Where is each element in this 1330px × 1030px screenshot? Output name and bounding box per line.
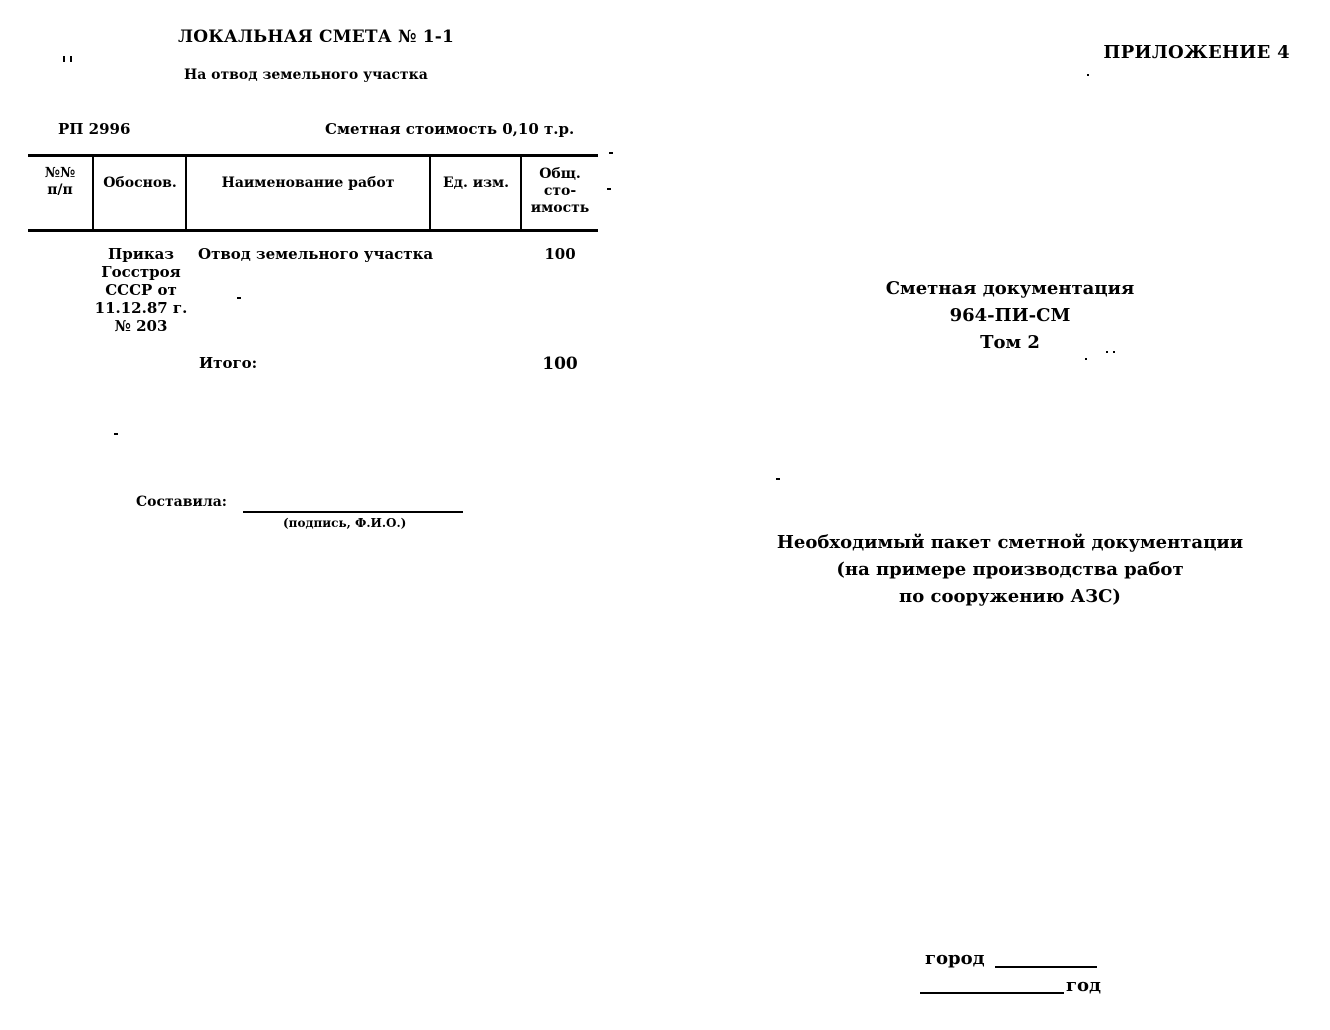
header-num-line-2: п/п — [47, 182, 73, 198]
scan-speck — [114, 433, 118, 435]
column-divider — [185, 157, 187, 229]
scan-speck — [1106, 351, 1108, 353]
signature-line — [243, 511, 463, 513]
scan-speck — [607, 188, 611, 190]
justification-line: Госстроя — [101, 263, 181, 281]
scan-speck — [70, 56, 72, 62]
estimate-title: ЛОКАЛЬНАЯ СМЕТА № 1-1 — [178, 27, 455, 47]
row-amount: 100 — [544, 245, 576, 263]
header-total-line-1: Общ. — [539, 166, 581, 182]
header-work-name: Наименование работ — [221, 175, 395, 191]
header-total-line-2: сто- — [543, 183, 577, 199]
justification-line: СССР от — [105, 281, 177, 299]
scan-speck — [776, 478, 780, 480]
estimate-subtitle: На отвод земельного участка — [184, 67, 428, 83]
header-num-line-1: №№ — [44, 165, 76, 181]
package-line: по сооружению АЗС) — [899, 586, 1121, 607]
package-line: Необходимый пакет сметной документации — [776, 532, 1244, 553]
year-field-line — [920, 992, 1064, 994]
justification-line: Приказ — [108, 245, 174, 263]
scan-speck — [237, 297, 241, 299]
package-block — [760, 529, 1260, 610]
compiled-by-label: Составила: — [136, 494, 227, 510]
signature-hint: (подпись, Ф.И.О.) — [283, 516, 407, 530]
scan-speck — [63, 56, 65, 62]
header-total-line-3: имость — [530, 200, 590, 216]
package-line: (на примере производства работ — [836, 559, 1184, 580]
column-divider — [429, 157, 431, 229]
rp-number: РП 2996 — [58, 120, 131, 138]
header-total — [522, 166, 598, 217]
scan-speck — [1113, 351, 1115, 353]
row-work-name: Отвод земельного участка — [198, 245, 434, 263]
appendix-label: ПРИЛОЖЕНИЕ 4 — [1103, 42, 1290, 63]
estimate-cost: Сметная стоимость 0,10 т.р. — [325, 120, 575, 138]
scan-speck — [1087, 74, 1089, 76]
documentation-title: Сметная документация — [885, 278, 1135, 299]
column-divider — [92, 157, 94, 229]
scan-speck — [1085, 358, 1087, 360]
header-unit: Ед. изм. — [442, 175, 510, 191]
scan-speck — [609, 152, 613, 154]
justification-line: 11.12.87 г. — [94, 299, 188, 317]
documentation-block — [760, 275, 1260, 356]
year-label: год — [1066, 975, 1102, 996]
header-num — [28, 165, 92, 199]
documentation-code: 964-ПИ-СМ — [949, 305, 1071, 326]
row-justification — [86, 245, 196, 335]
estimate-table-header — [28, 154, 598, 232]
city-label: город — [925, 948, 985, 969]
header-justification: Обоснов. — [103, 175, 177, 191]
justification-line: № 203 — [114, 317, 168, 335]
city-field-line — [995, 966, 1097, 968]
documentation-volume: Том 2 — [980, 332, 1040, 353]
total-label: Итого: — [199, 354, 258, 372]
total-value: 100 — [542, 354, 578, 374]
